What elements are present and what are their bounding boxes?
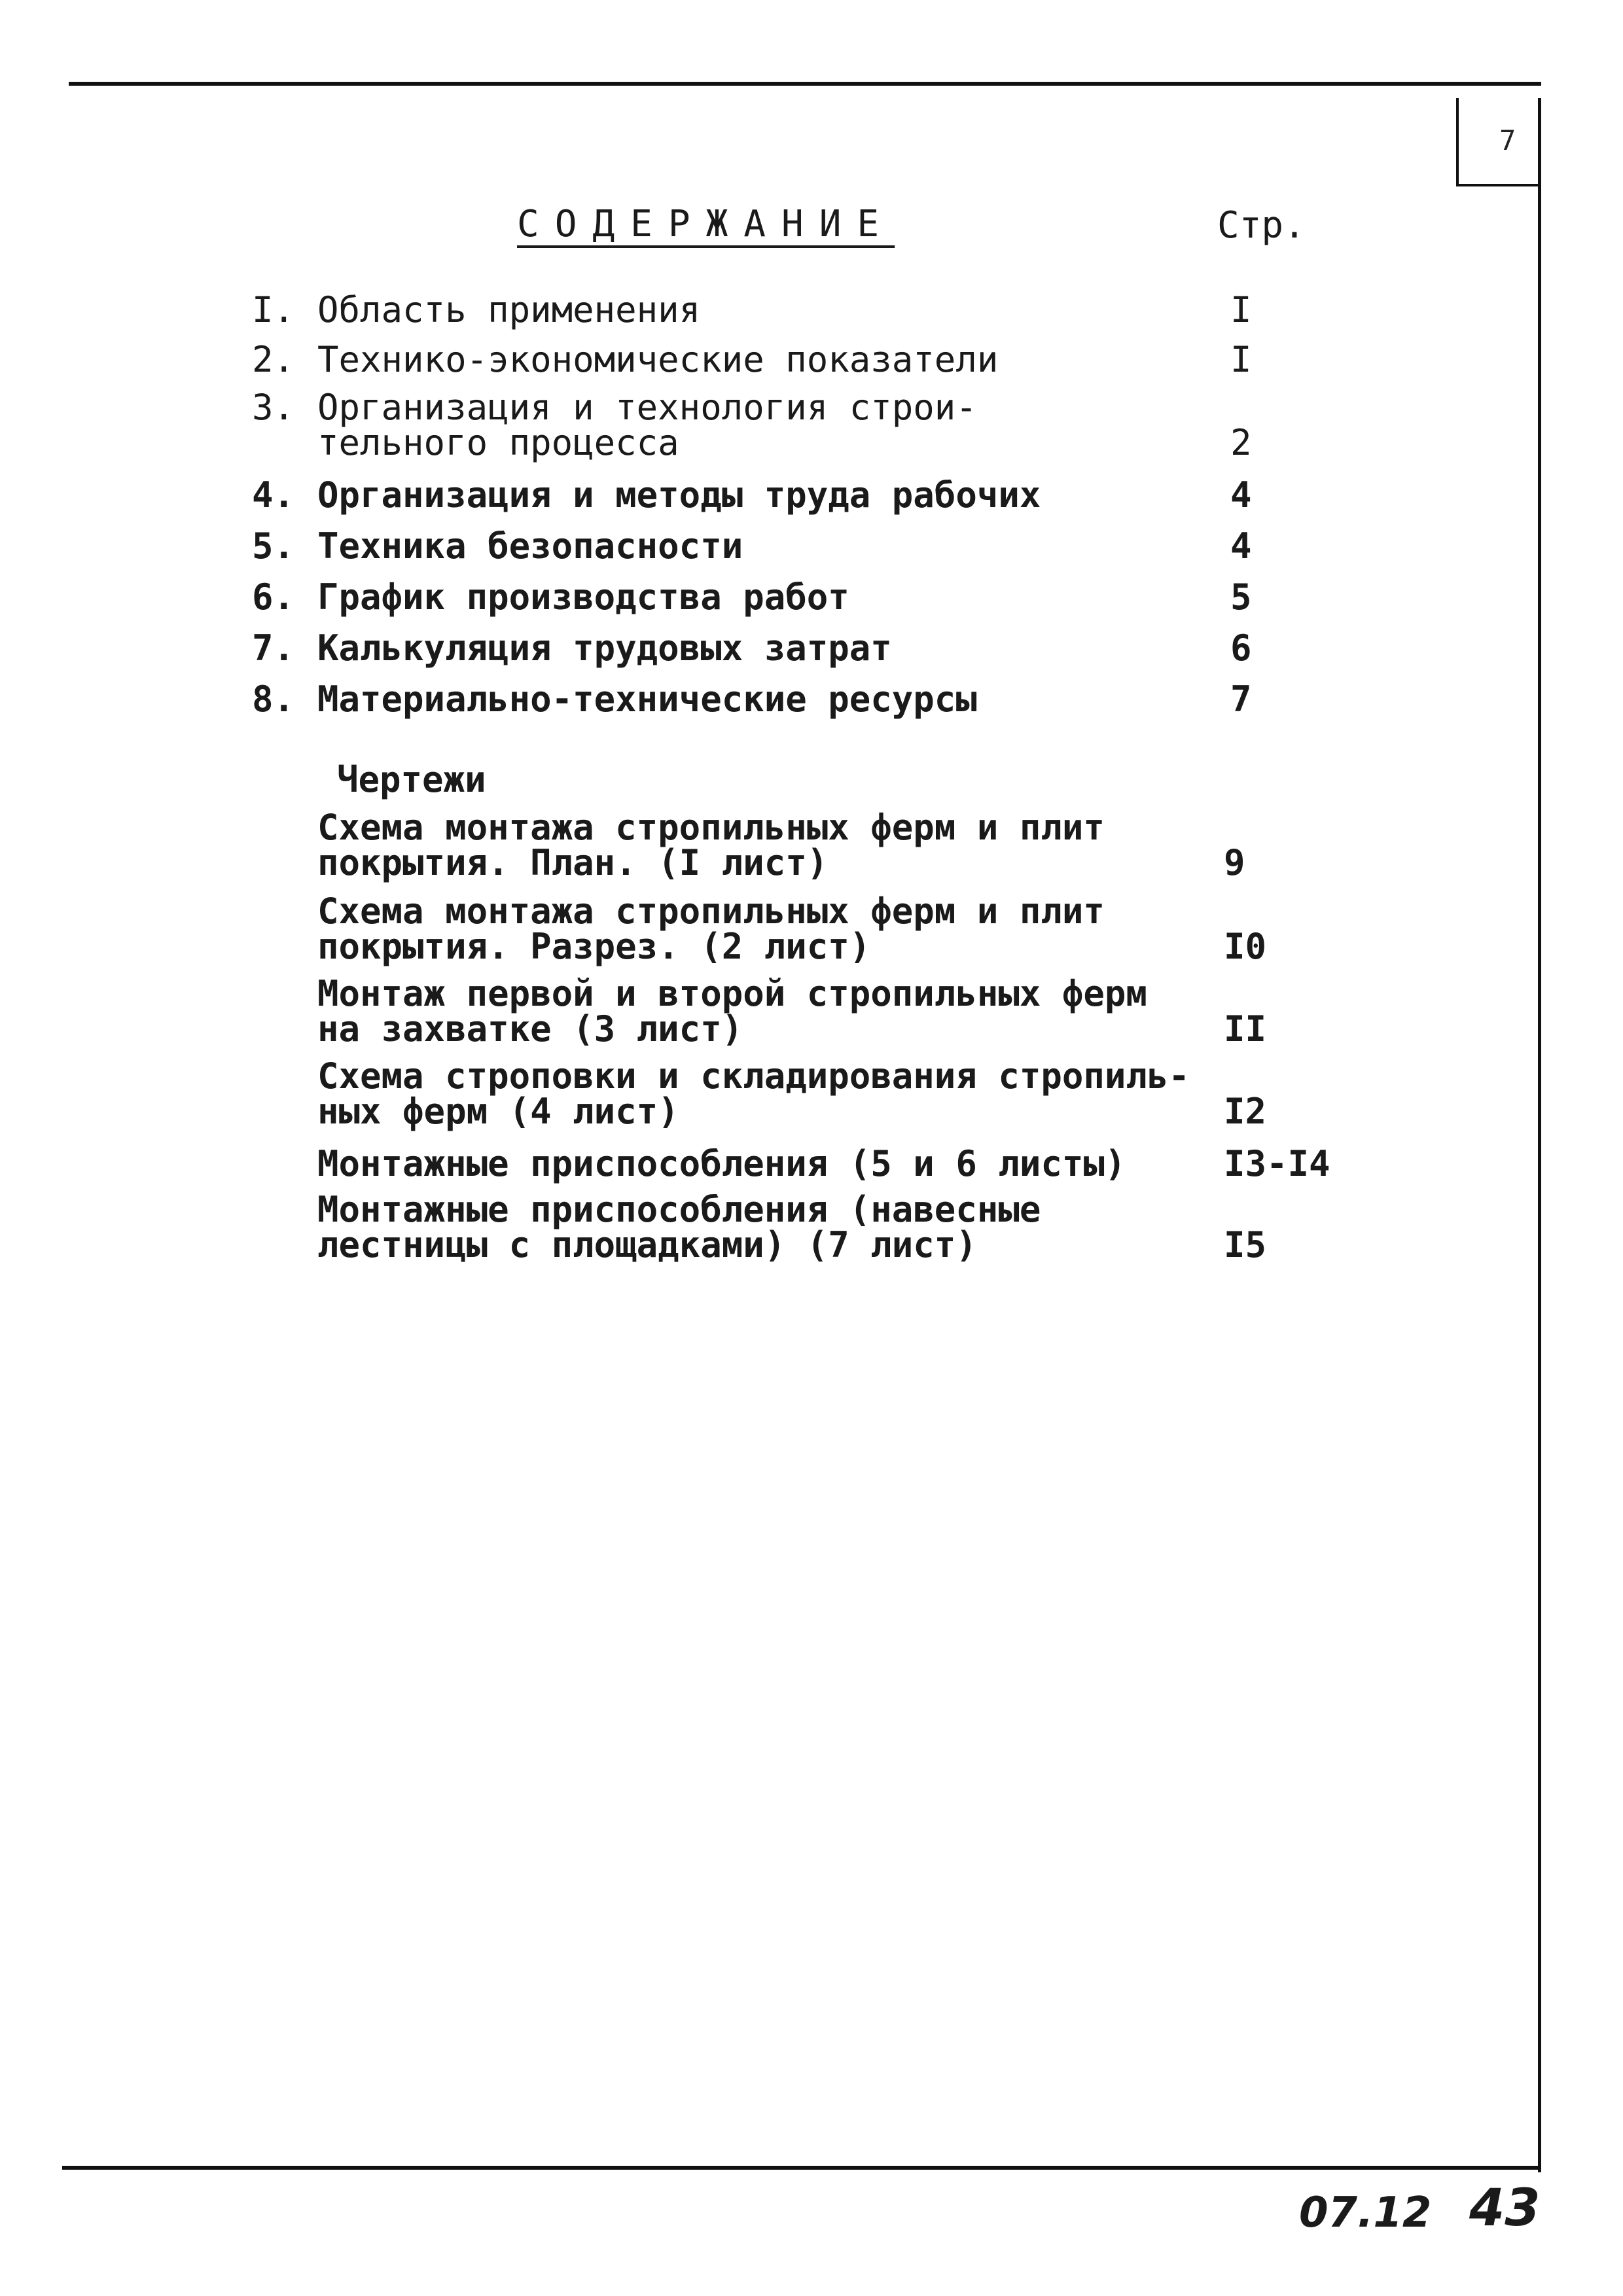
toc-row-label: Материально-технические ресурсы [317, 679, 977, 720]
drawing-row-label: Монтажные приспособления (5 и 6 листы) [317, 1143, 1126, 1184]
toc-row-label: Техника безопасности [317, 525, 743, 567]
toc-row [0, 679, 1623, 720]
drawing-row-label: Схема строповки и складирования стропиль- ных ферм (4 лист) [317, 1055, 1190, 1132]
drawing-row [0, 807, 1623, 883]
toc-row-label: Организация и методы труда рабочих [317, 474, 1041, 516]
toc-row [0, 339, 1623, 380]
toc-row-number: 6. [252, 576, 295, 618]
drawing-row-page: I0 [1224, 926, 1267, 967]
page-column-header: Стр. [1217, 204, 1306, 247]
drawing-row-label: Схема монтажа стропильных ферм и плит покрытия. Разрез. (2 лист) [317, 891, 1105, 967]
toc-row [0, 576, 1623, 618]
toc-row-page: 2 [1230, 422, 1252, 463]
drawing-row-label: Монтаж первой и второй стропильных ферм на захватке (3 лист) [317, 973, 1147, 1050]
sheet-mark: 7 [1499, 124, 1516, 156]
toc-row-number: 4. [252, 474, 295, 516]
toc-row-number: 7. [252, 627, 295, 669]
toc-row-page: I [1230, 339, 1252, 380]
drawing-row-page: II [1224, 1008, 1267, 1050]
toc-row [0, 525, 1623, 567]
drawing-row-page: 9 [1224, 842, 1245, 883]
toc-row [0, 289, 1623, 330]
drawing-row-label: Схема монтажа стропильных ферм и плит покрытия. План. (I лист) [317, 807, 1105, 883]
frame-top-line [69, 82, 1541, 86]
toc-row-number: 8. [252, 679, 295, 720]
frame-right-line [1538, 98, 1541, 2172]
toc-row-number: 3. [252, 387, 295, 428]
frame-bottom-line [62, 2166, 1541, 2170]
toc-row [0, 387, 1623, 463]
toc-row-page: 5 [1230, 576, 1252, 618]
drawing-row [0, 1143, 1623, 1184]
toc-row-number: 5. [252, 525, 295, 567]
toc-row-label: Организация и технология строи- тельного процесса [317, 387, 977, 463]
drawing-row [0, 1189, 1623, 1265]
toc-row-page: 7 [1230, 679, 1252, 720]
toc-row-label: График производства работ [317, 576, 849, 618]
toc-row-number: I. [252, 289, 295, 330]
toc-title: СОДЕРЖАНИЕ [517, 203, 895, 245]
toc-row [0, 627, 1623, 669]
sheet-number-box [1456, 98, 1538, 186]
toc-row-page: 4 [1230, 474, 1252, 516]
toc-row-page: 6 [1230, 627, 1252, 669]
toc-row-number: 2. [252, 339, 295, 380]
toc-row-page: I [1230, 289, 1252, 330]
toc-row-page: 4 [1230, 525, 1252, 567]
drawing-row-page: I2 [1224, 1091, 1267, 1132]
footer-document-code: 07.12 [1299, 2189, 1432, 2237]
drawing-row-label: Монтажные приспособления (навесные лестницы с площадками) (7 лист) [317, 1189, 1041, 1265]
drawing-row [0, 973, 1623, 1050]
toc-row-label: Калькуляция трудовых затрат [317, 627, 892, 669]
drawing-row [0, 1055, 1623, 1132]
footer-page-number: 43 [1469, 2179, 1541, 2238]
drawings-title: Чертежи [337, 759, 486, 800]
drawing-row-page: I3-I4 [1224, 1143, 1330, 1184]
drawing-row [0, 891, 1623, 967]
drawing-row-page: I5 [1224, 1224, 1267, 1265]
toc-row-label: Область применения [317, 289, 701, 330]
toc-row [0, 474, 1623, 516]
toc-row-label: Технико-экономические показатели [317, 339, 999, 380]
